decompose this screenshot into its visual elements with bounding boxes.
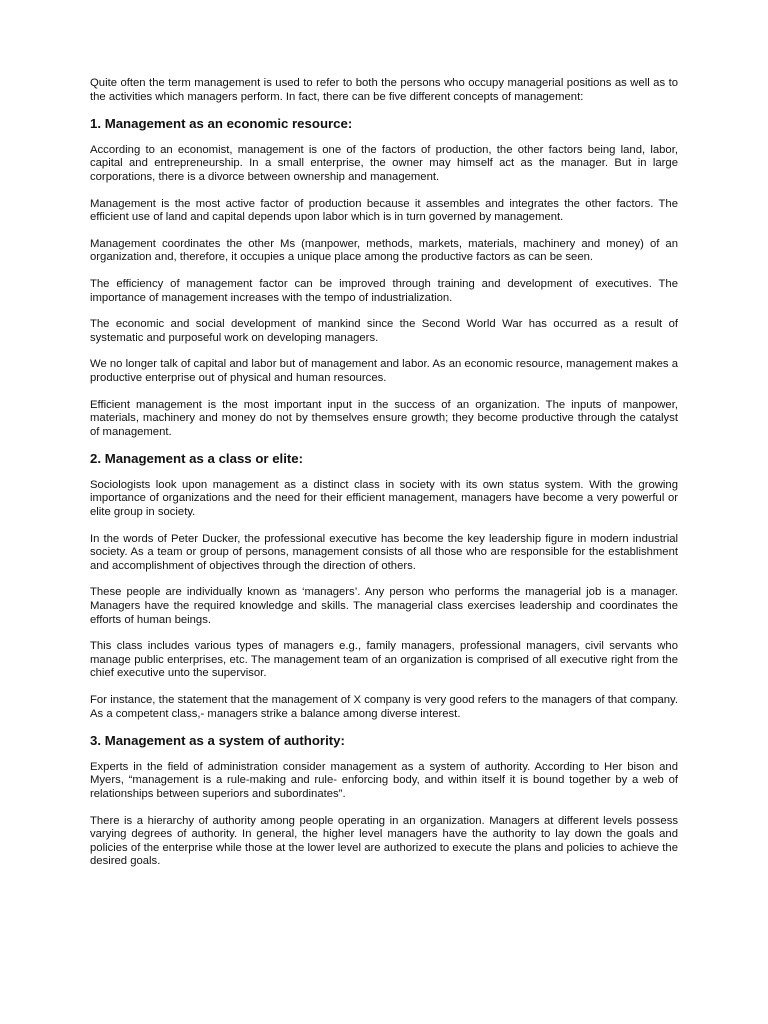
paragraph: For instance, the statement that the management of X company is very good refers to the managers of that company. As a competent class,- managers strike a balance among diverse interest. xyxy=(90,694,678,720)
paragraph: This class includes various types of managers e.g., family managers, professional managers, civil servants who manage public enterprises, etc. The management team of an organization is comprised of all executive right from the chief executive unto the supervisor. xyxy=(90,640,678,680)
intro-paragraph: Quite often the term management is used to refer to both the persons who occupy managerial positions as well as to the activities which managers perform. In fact, there can be five different concepts of management: xyxy=(90,77,678,103)
paragraph: We no longer talk of capital and labor but of management and labor. As an economic resource, management makes a productive enterprise out of physical and human resources. xyxy=(90,358,678,384)
paragraph: Experts in the field of administration consider management as a system of authority. According to Her bison and Myers, “management is a rule-making and rule- enforcing body, and within itself it is bound together by a web of relationships between superiors and subordinates”. xyxy=(90,760,678,800)
section-heading-class-or-elite: 2. Management as a class or elite: xyxy=(90,451,304,467)
paragraph: These people are individually known as ‘managers’. Any person who performs the managerial job is a manager. Managers have the required knowledge and skills. The managerial class exercises leadership and coordinates the efforts of human beings. xyxy=(90,586,678,626)
paragraph: The efficiency of management factor can be improved through training and development of executives. The importance of management increases with the tempo of industrialization. xyxy=(90,277,678,304)
section-heading-system-of-authority: 3. Management as a system of authority: xyxy=(90,733,345,749)
paragraph: In the words of Peter Ducker, the professional executive has become the key leadership figure in modern industrial society. As a team or group of persons, management consists of all those who are responsible for the establishment and accomplishment of objectives through the direction of others. xyxy=(90,532,678,572)
paragraph: Management is the most active factor of production because it assembles and integrates the other factors. The efficient use of land and capital depends upon labor which is in turn governed by management. xyxy=(90,197,678,224)
paragraph: According to an economist, management is one of the factors of production, the other factors being land, labor, capital and entrepreneurship. In a small enterprise, the owner may himself act as the manager. But in large corporations, there is a divorce between ownership and management. xyxy=(90,143,678,183)
paragraph: The economic and social development of mankind since the Second World War has occurred as a result of systematic and purposeful work on developing managers. xyxy=(90,318,678,344)
document-page xyxy=(90,77,678,882)
paragraph: Efficient management is the most important input in the success of an organization. The inputs of manpower, materials, machinery and money do not by themselves ensure growth; they become productive through the catalyst of management. xyxy=(90,398,678,438)
section-heading-economic-resource: 1. Management as an economic resource: xyxy=(90,116,353,132)
paragraph: Management coordinates the other Ms (manpower, methods, markets, materials, machinery and money) of an organization and, therefore, it occupies a unique place among the productive factors as can be seen. xyxy=(90,237,678,264)
paragraph: Sociologists look upon management as a distinct class in society with its own status system. With the growing importance of organizations and the need for their efficient management, managers have become a very powerful or elite group in society. xyxy=(90,478,678,519)
paragraph: There is a hierarchy of authority among people operating in an organization. Managers at different levels possess varying degrees of authority. In general, the higher level managers have the authority to lay down the goals and policies of the enterprise while those at the lower level are authorized to execute the plans and policies to achieve the desired goals. xyxy=(90,814,678,868)
